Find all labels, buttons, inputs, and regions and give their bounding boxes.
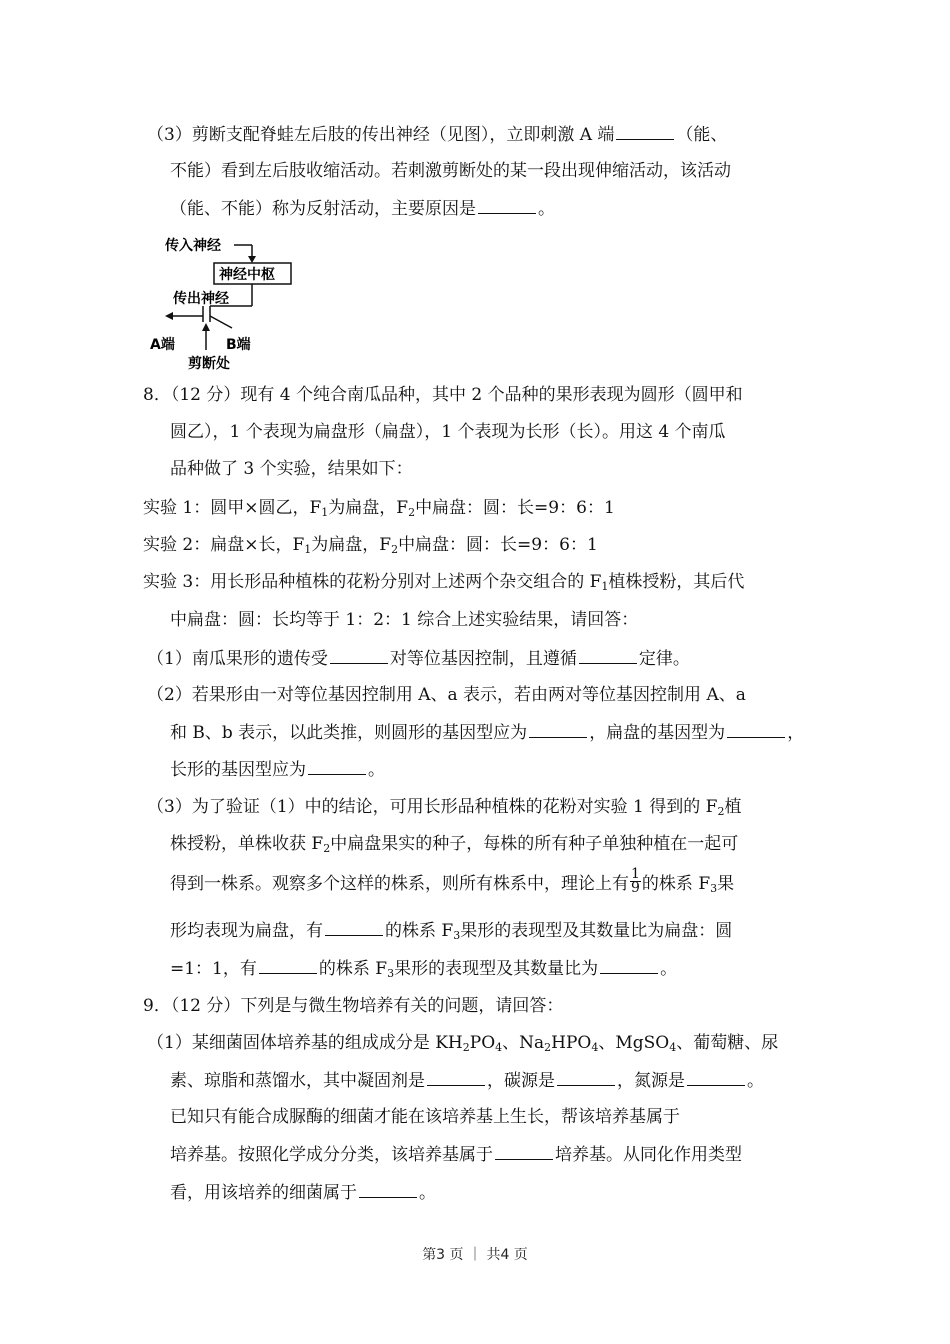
text: PO <box>469 1033 496 1053</box>
text: （能、 <box>676 125 728 145</box>
text: （3）剪断支配脊蛙左后肢的传出神经（见图），立即刺激 A 端 <box>147 125 615 145</box>
text: ，氮源是 <box>617 1071 685 1091</box>
text: ，扁盘的基因型为 <box>589 723 726 743</box>
subscript: 4 <box>591 1041 599 1054</box>
text: （2）若果形由一对等位基因控制用 A、a 表示，若由两对等位基因控制用 A、a <box>147 685 746 705</box>
page-footer: 第3 页 ｜ 共4 页 <box>422 1247 528 1263</box>
answer-blank[interactable] <box>616 123 674 140</box>
subscript: 2 <box>391 543 399 556</box>
text: 果形的表现型及其数量比为 <box>394 959 599 979</box>
subscript: 1 <box>304 543 312 556</box>
text: 中扁盘：圆：长均等于 1：2：1 综合上述实验结果，请回答： <box>170 610 639 630</box>
q9-part-1-line-3 <box>170 1106 680 1128</box>
text: 为扁盘，F <box>328 498 409 518</box>
text: 果形的表现型及其数量比为扁盘：圆 <box>460 921 733 941</box>
text: 。 <box>538 199 555 219</box>
q8-part-3-line-5 <box>170 957 677 980</box>
subscript: 4 <box>669 1041 677 1054</box>
q7-3-line-1 <box>147 123 727 146</box>
answer-blank[interactable] <box>495 1143 553 1160</box>
text: 中扁盘果实的种子，每株的所有种子单独种植在一起可 <box>330 834 739 854</box>
text: 培养基。按照化学成分分类，该培养基属于 <box>170 1145 493 1165</box>
answer-blank[interactable] <box>308 758 366 775</box>
text: 的株系 F <box>641 874 711 894</box>
text: 形均表现为扁盘，有 <box>170 921 323 941</box>
text: 培养基。从同化作用类型 <box>555 1145 742 1165</box>
text: 对等位基因控制，且遵循 <box>389 649 577 669</box>
text: 、葡萄糖、尿 <box>676 1033 779 1053</box>
text: 为扁盘，F <box>311 535 392 555</box>
subscript: 4 <box>495 1041 503 1054</box>
experiment-1 <box>143 497 615 519</box>
fraction-one-ninth <box>630 868 641 895</box>
q8-line-1 <box>143 384 743 406</box>
answer-blank[interactable] <box>427 1069 485 1086</box>
text: （能、不能）称为反射活动，主要原因是 <box>170 199 476 219</box>
text: 不能）看到左后肢收缩活动。若刺激剪断处的某一段出现伸缩活动，该活动 <box>170 161 731 181</box>
q8-line-2 <box>170 421 726 443</box>
answer-blank[interactable] <box>259 957 317 974</box>
answer-blank[interactable] <box>325 919 383 936</box>
answer-blank[interactable] <box>579 647 637 664</box>
answer-blank[interactable] <box>557 1069 615 1086</box>
q8-part-2-line-3 <box>170 758 385 781</box>
text: 8．（12 分）现有 4 个纯合南瓜品种，其中 2 个品种的果形表现为圆形（圆甲和 <box>143 385 743 405</box>
text: 。 <box>368 760 385 780</box>
text: （1）南瓜果形的遗传受 <box>147 649 328 669</box>
text: 长形的基因型应为 <box>170 760 306 780</box>
text: 实验 3：用长形品种植株的花粉分别对上述两个杂交组合的 F <box>143 572 602 592</box>
text: 植株授粉，其后代 <box>608 572 745 592</box>
experiment-3 <box>143 571 744 593</box>
subscript: 3 <box>710 882 718 895</box>
q8-part-2-line-1 <box>147 684 746 706</box>
text: 。 <box>747 1071 764 1091</box>
q8-part-3-line-2 <box>170 833 738 855</box>
text: 实验 1：圆甲×圆乙，F <box>143 498 322 518</box>
text: 和 B、b 表示，以此类推，则圆形的基因型应为 <box>170 723 528 743</box>
subscript: 2 <box>544 1041 552 1054</box>
text: （3）为了验证（1）中的结论，可用长形品种植株的花粉对实验 1 得到的 F <box>147 797 718 817</box>
q9-part-1-line-1 <box>147 1032 778 1054</box>
text: =1：1，有 <box>170 959 257 979</box>
answer-blank[interactable] <box>687 1069 745 1086</box>
text: ， <box>787 723 805 743</box>
text: 株授粉，单株收获 F <box>170 834 324 854</box>
text: 素、琼脂和蒸馏水，其中凝固剂是 <box>170 1071 425 1091</box>
experiment-2 <box>143 534 598 556</box>
subscript: 2 <box>408 506 416 519</box>
text: 中扁盘：圆：长=9：6：1 <box>415 498 615 518</box>
text: 、Na <box>502 1033 545 1053</box>
q9-part-1-line-5 <box>170 1181 436 1204</box>
nerve-center-label: 神经中枢 <box>219 267 275 283</box>
q8-part-3-line-3 <box>170 866 735 898</box>
text: HPO <box>551 1033 592 1053</box>
answer-blank[interactable] <box>727 721 785 738</box>
subscript: 1 <box>601 580 609 593</box>
q9-line-1 <box>143 995 563 1017</box>
subscript: 2 <box>462 1041 470 1054</box>
text: 。 <box>419 1183 436 1203</box>
q8-part-3-line-1 <box>147 796 741 818</box>
answer-blank[interactable] <box>478 197 536 214</box>
q9-part-1-line-4 <box>170 1143 742 1166</box>
text: 圆乙），1 个表现为扁盘形（扁盘），1 个表现为长形（长）。用这 4 个南瓜 <box>170 422 726 442</box>
q8-part-2-line-2 <box>170 721 804 744</box>
text: 看，用该培养的细菌属于 <box>170 1183 357 1203</box>
q8-line-3 <box>170 458 413 480</box>
fraction-numerator: 1 <box>631 866 640 882</box>
text: （1）某细菌固体培养基的组成成分是 KH <box>147 1033 463 1053</box>
q7-3-line-3 <box>170 197 555 220</box>
answer-blank[interactable] <box>529 721 587 738</box>
q7-3-line-2 <box>170 160 731 182</box>
text: 得到一株系。观察多个这样的株系，则所有株系中，理论上有 <box>170 874 629 894</box>
b-end-label: B端 <box>226 337 251 353</box>
efferent-nerve-label: 传出神经 <box>173 291 229 307</box>
answer-blank[interactable] <box>600 957 658 974</box>
answer-blank[interactable] <box>330 647 388 664</box>
text: 的株系 F <box>385 921 454 941</box>
fraction-denominator: 9 <box>631 880 640 896</box>
text: 植 <box>724 797 742 817</box>
subscript: 3 <box>453 929 461 942</box>
text: 9．（12 分）下列是与微生物培养有关的问题，请回答： <box>143 996 564 1016</box>
subscript: 2 <box>323 842 331 855</box>
text: ，碳源是 <box>487 1071 555 1091</box>
text: 、MgSO <box>598 1033 670 1053</box>
afferent-nerve-label: 传入神经 <box>165 238 221 254</box>
text: 中扁盘：圆：长=9：6：1 <box>398 535 598 555</box>
subscript: 3 <box>387 967 395 980</box>
text: 定律。 <box>638 649 690 669</box>
text: 品种做了 3 个实验，结果如下： <box>170 459 413 479</box>
text: 的株系 F <box>318 959 388 979</box>
nerve-cut-diagram <box>140 232 300 372</box>
cut-point-label: 剪断处 <box>188 356 230 372</box>
q8-part-3-line-4 <box>170 919 732 942</box>
text: 实验 2：扁盘×长，F <box>143 535 305 555</box>
q8-part-1 <box>147 647 690 670</box>
experiment-3-cont <box>170 609 638 631</box>
subscript: 2 <box>717 805 725 818</box>
text: 。 <box>660 959 678 979</box>
text: 果 <box>717 874 735 894</box>
answer-blank[interactable] <box>359 1181 417 1198</box>
q9-part-1-line-2 <box>170 1069 764 1092</box>
subscript: 1 <box>321 506 329 519</box>
text: 已知只有能合成脲酶的细菌才能在该培养基上生长，帮该培养基属于 <box>170 1107 680 1127</box>
a-end-label: A端 <box>150 337 175 353</box>
